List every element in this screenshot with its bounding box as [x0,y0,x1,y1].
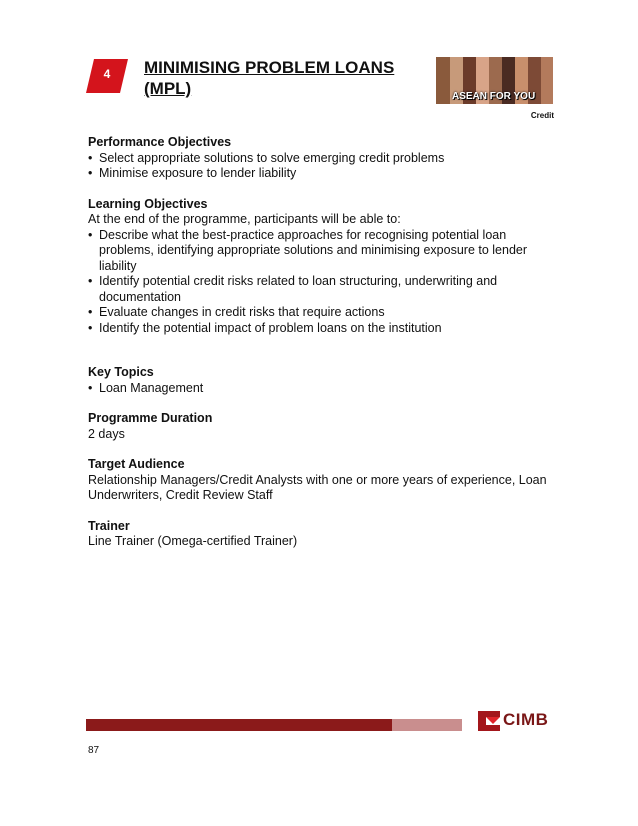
course-content [88,135,558,550]
footer-bar [86,719,392,731]
cimb-logo-text: CIMB [503,710,549,729]
list-item: • Minimise exposure to lender liability [88,166,558,182]
list-item: • Describe what the best-practice approaches for recognising potential loan problems, identifying appropriate solutions and minimising exposure to lender liability [88,228,558,275]
module-number-badge [86,59,128,93]
asean-banner-image [436,57,553,104]
learning-objectives-heading: Learning Objectives [88,196,208,211]
footer-bar-accent [392,719,462,731]
list-item: • Select appropriate solutions to solve emerging credit problems [88,151,558,167]
module-number: 4 [103,67,111,81]
category-label: Credit [530,111,554,120]
banner-face [541,57,553,104]
target-audience-value: Relationship Managers/Credit Analysts with one or more years of experience, Loan Underwriters, Credit Review Staff [88,472,547,502]
performance-objectives-list [88,151,558,182]
page-title: MINIMISING PROBLEM LOANS (MPL) [144,58,395,98]
learning-objectives-intro: At the end of the programme, participants will be able to: [88,212,401,226]
page-number: 87 [88,745,100,756]
banner-face [436,57,450,104]
list-item: • Identify the potential impact of problem loans on the institution [88,321,558,337]
key-topics-list [88,381,558,397]
target-audience-heading: Target Audience [88,457,185,471]
learning-objectives-list [88,228,558,337]
duration-heading: Programme Duration [88,411,213,425]
list-item: • Identify potential credit risks related to loan structuring, underwriting and documentation [88,274,558,305]
cimb-logo [463,698,571,744]
trainer-heading: Trainer [88,518,130,533]
performance-objectives-heading: Performance Objectives [88,135,232,149]
trainer-value: Line Trainer (Omega-certified Trainer) [88,534,298,548]
duration-value: 2 days [88,426,125,441]
key-topics-heading: Key Topics [88,365,154,379]
list-item: • Evaluate changes in credit risks that require actions [88,305,558,321]
list-item: • Loan Management [88,381,558,397]
cimb-logo-icon [478,711,500,731]
banner-text: ASEAN FOR YOU [452,91,536,102]
